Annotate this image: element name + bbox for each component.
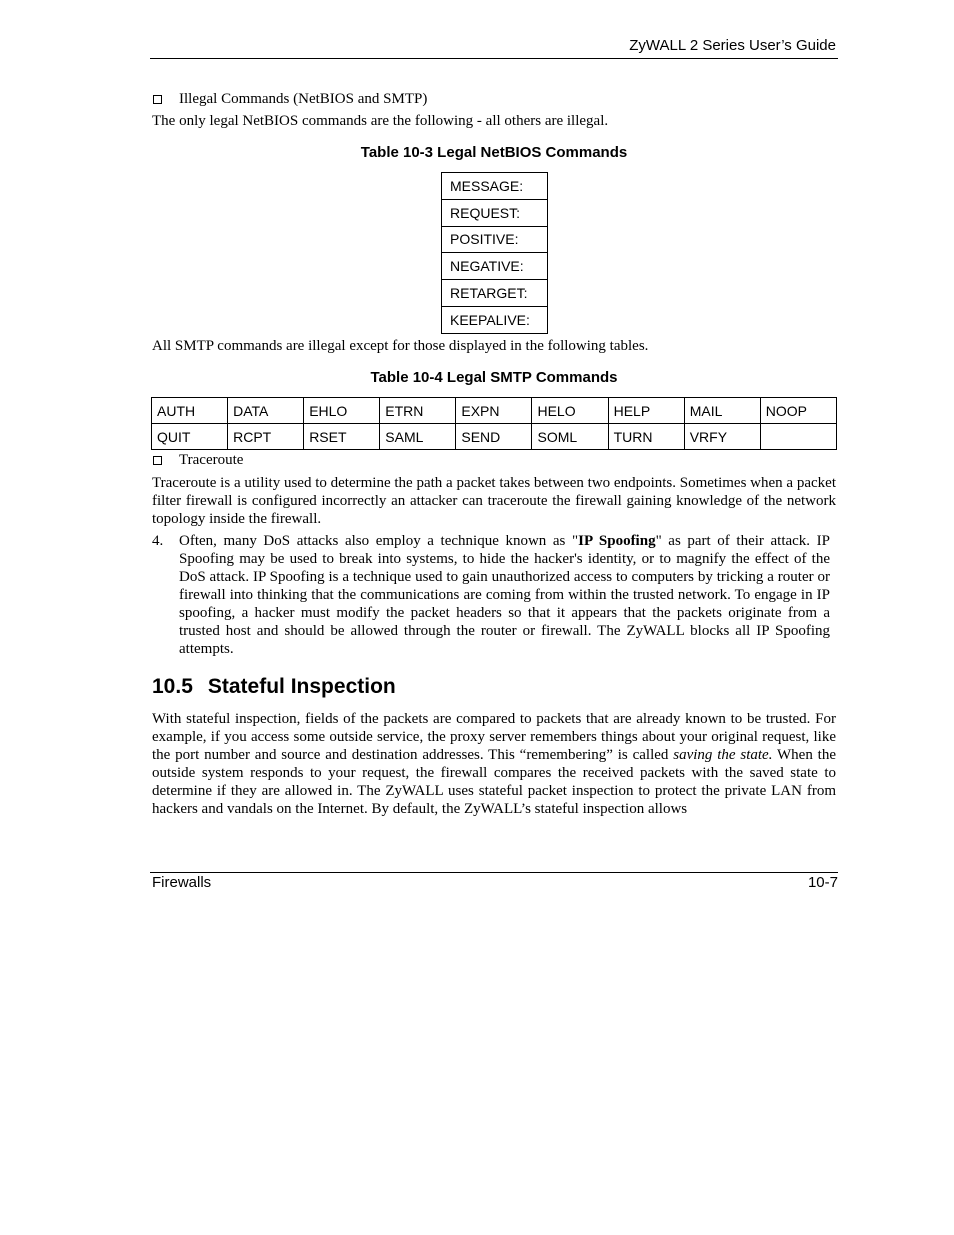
section-heading (152, 675, 396, 699)
bullet-illegal-commands: Illegal Commands (NetBIOS and SMTP) (179, 91, 428, 107)
table-row (442, 280, 548, 307)
ip-spoofing-paragraph (179, 532, 830, 658)
table-row (152, 424, 837, 450)
smtp-command-cell: SAML (380, 424, 456, 450)
smtp-command-cell: MAIL (684, 398, 760, 424)
netbios-command-cell: KEEPALIVE: (442, 306, 548, 333)
ip-spoofing-term: IP Spoofing (578, 533, 656, 549)
smtp-command-cell: RSET (304, 424, 380, 450)
smtp-command-cell: ETRN (380, 398, 456, 424)
netbios-intro: The only legal NetBIOS commands are the following - all others are illegal. (152, 113, 609, 129)
table-row (442, 226, 548, 253)
table-row (442, 199, 548, 226)
smtp-command-cell (760, 424, 836, 450)
smtp-command-cell: HELP (608, 398, 684, 424)
smtp-intro: All SMTP commands are illegal except for those displayed in the following tables. (152, 338, 649, 354)
netbios-command-cell: NEGATIVE: (442, 253, 548, 280)
netbios-command-cell: RETARGET: (442, 280, 548, 307)
smtp-command-cell: EHLO (304, 398, 380, 424)
smtp-command-cell: VRFY (684, 424, 760, 450)
bullet-box-icon (153, 456, 162, 465)
smtp-table (151, 397, 837, 450)
smtp-command-cell: QUIT (152, 424, 228, 450)
footer-chapter: Firewalls (152, 874, 212, 891)
smtp-command-cell: SEND (456, 424, 532, 450)
smtp-command-cell: RCPT (228, 424, 304, 450)
netbios-table (441, 172, 548, 334)
smtp-command-cell: AUTH (152, 398, 228, 424)
smtp-command-cell: NOOP (760, 398, 836, 424)
smtp-command-cell: TURN (608, 424, 684, 450)
stateful-text-before: With stateful inspection, fields of the packets are compared to packets that are already known to be trusted. For example, if you access some outside service, the proxy server remembers things about your original request, like the port number and source and destination addresses. This “remembering” is called (152, 711, 836, 763)
bullet-box-icon (153, 95, 162, 104)
section-title: Stateful Inspection (207, 675, 396, 698)
footer-page-number: 10-7 (807, 874, 838, 891)
netbios-command-cell: MESSAGE: (442, 173, 548, 200)
item-number: 4. (152, 533, 164, 549)
table-row (442, 173, 548, 200)
netbios-command-cell: REQUEST: (442, 199, 548, 226)
traceroute-paragraph: Traceroute is a utility used to determine the path a packet takes between two endpoints. Sometimes when a packet filter firewall is configured incorrectly an attacker can traceroute the firewall gaining knowledge of the network topology inside the firewall. (152, 475, 836, 527)
table-row (442, 306, 548, 333)
stateful-text-after: When the outside system responds to your request, the firewall compares the received packets with the saved state to determine if they are allowed in. The ZyWALL uses stateful packet inspection to protect the private LAN from hackers and vandals on the Internet. By default, the ZyWALL’s stateful inspection allows (152, 747, 836, 817)
table-10-3-caption: Table 10-3 Legal NetBIOS Commands (360, 144, 628, 161)
smtp-command-cell: EXPN (456, 398, 532, 424)
section-number: 10.5 (152, 675, 193, 698)
table-row (442, 253, 548, 280)
smtp-command-cell: SOML (532, 424, 608, 450)
bullet-traceroute: Traceroute (179, 452, 244, 468)
page-header-title: ZyWALL 2 Series User’s Guide (629, 37, 836, 54)
smtp-command-cell: DATA (228, 398, 304, 424)
table-row (152, 398, 837, 424)
item4-text-after: " as part of their attack. IP Spoofing may be used to break into systems, to hide the hacker's identity, or to magnify the effect of the DoS attack. IP Spoofing is a technique used to gain unauthorized access to computers by tricking a router or firewall into thinking that the communications are coming from within the trusted network. To engage in IP spoofing, a hacker must modify the packet headers so that it appears that the packets originate from a trusted host and should be allowed through the router or firewall. The ZyWALL blocks all IP Spoofing attempts. (179, 533, 830, 657)
table-10-4-caption: Table 10-4 Legal SMTP Commands (370, 369, 618, 386)
saving-the-state-term: saving the state. (673, 747, 773, 763)
footer-rule (150, 872, 838, 873)
header-rule (150, 58, 838, 59)
item4-text-before: Often, many DoS attacks also employ a technique known as " (179, 533, 579, 549)
smtp-command-cell: HELO (532, 398, 608, 424)
stateful-paragraph (152, 710, 836, 818)
netbios-command-cell: POSITIVE: (442, 226, 548, 253)
